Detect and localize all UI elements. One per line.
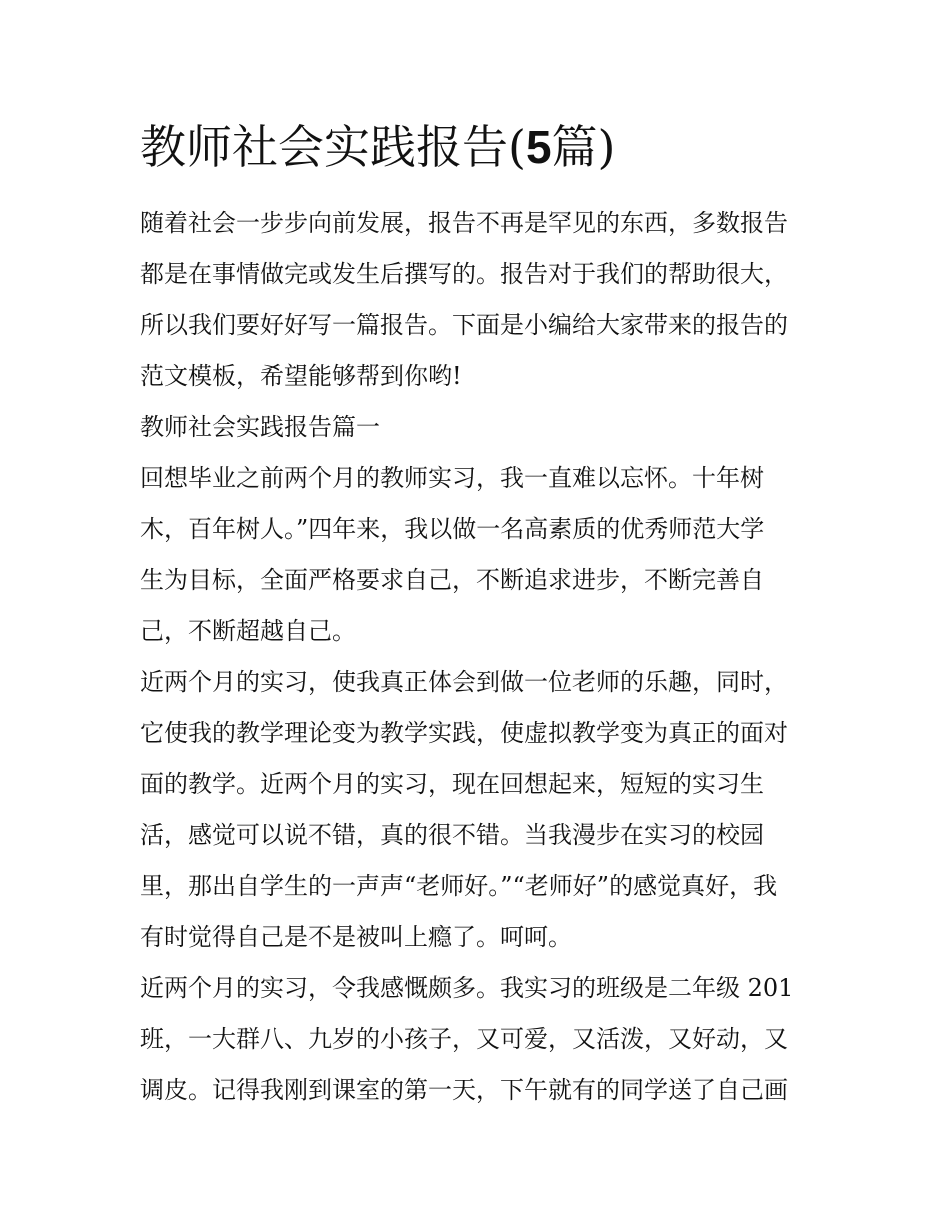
text-line: 调皮。记得我刚到课室的第一天，下午就有的同学送了自己画	[140, 1076, 788, 1104]
text-line: 班，一大群八、九岁的小孩子，又可爱，又活泼，又好动，又	[140, 1025, 788, 1053]
text-line: 生为目标，全面严格要求自己，不断追求进步，不断完善自	[140, 566, 764, 594]
text-line: 近两个月的实习，使我真正体会到做一位老师的乐趣，同时，	[140, 668, 788, 696]
text-line: 近两个月的实习，令我感慨颇多。我实习的班级是二年级 201	[140, 974, 794, 1002]
text-line: 有时觉得自己是不是被叫上瘾了。呵呵。	[140, 923, 572, 951]
text-line: 面的教学。近两个月的实习，现在回想起来，短短的实习生	[140, 770, 764, 798]
title-number: 5	[525, 121, 552, 173]
title-end: 篇)	[551, 120, 616, 174]
text-line: 活，感觉可以说不错，真的很不错。当我漫步在实习的校园	[140, 821, 764, 849]
document-title	[140, 114, 616, 180]
text-line: 随着社会一步步向前发展，报告不再是罕见的东西，多数报告	[140, 209, 788, 237]
text-line: 回想毕业之前两个月的教师实习，我一直难以忘怀。十年树	[140, 464, 764, 492]
text-line: 它使我的教学理论变为教学实践，使虚拟教学变为真正的面对	[140, 719, 788, 747]
text-line: 所以我们要好好写一篇报告。下面是小编给大家带来的报告的	[140, 311, 788, 339]
text-line: 木，百年树人。”四年来，我以做一名高素质的优秀师范大学	[140, 515, 765, 543]
text-line: 都是在事情做完或发生后撰写的。报告对于我们的帮助很大，	[140, 260, 788, 288]
text-line: 范文模板，希望能够帮到你哟!	[140, 362, 462, 390]
title-main: 教师社会实践报告(	[140, 120, 526, 174]
document-body	[140, 198, 820, 1116]
text-line: 己，不断超越自己。	[140, 617, 356, 645]
section-heading: 教师社会实践报告篇一	[140, 413, 380, 441]
text-line: 里，那出自学生的一声声“老师好。”“老师好”的感觉真好，我	[140, 872, 778, 900]
